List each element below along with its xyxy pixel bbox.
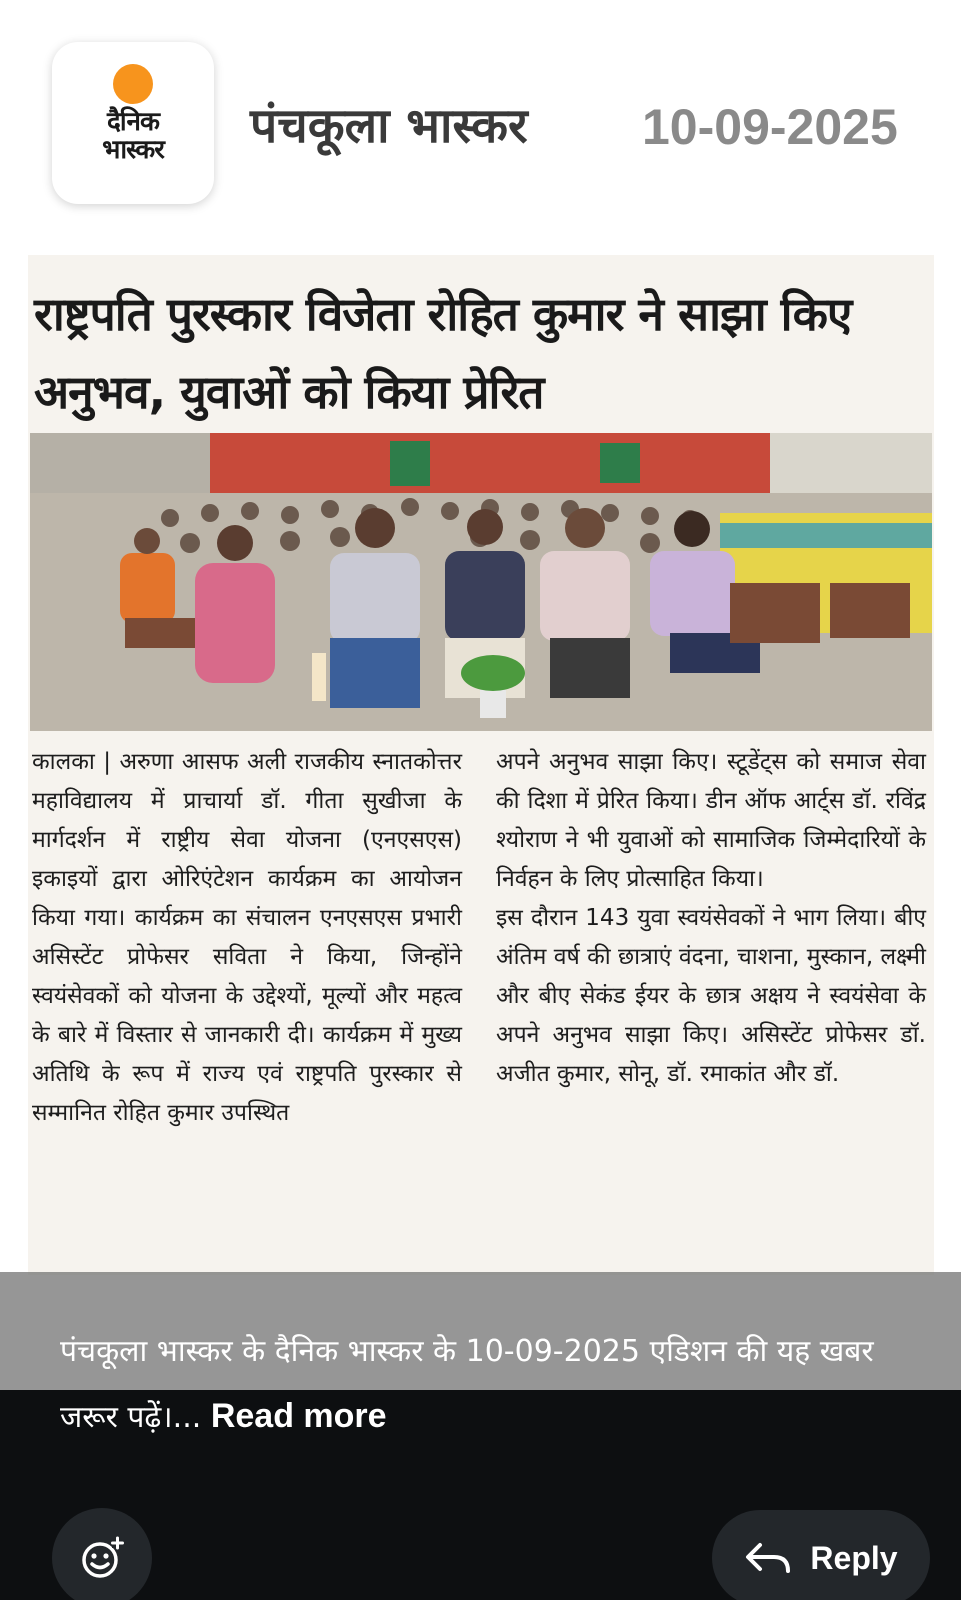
article-body	[32, 743, 932, 1283]
article-column-right	[496, 743, 926, 1094]
reply-button[interactable]	[712, 1510, 930, 1600]
edition-name: पंचकूला भास्कर	[250, 98, 528, 154]
read-more-link[interactable]: Read more	[210, 1397, 387, 1435]
logo-text: दैनिक भास्कर	[102, 107, 164, 165]
story-caption[interactable]	[60, 1320, 920, 1450]
reply-label: Reply	[810, 1539, 898, 1576]
dainik-bhaskar-logo[interactable]	[52, 42, 214, 204]
edition-date: 10-09-2025	[642, 99, 898, 155]
add-reaction-icon	[79, 1535, 125, 1581]
article-headline: राष्ट्रपति पुरस्कार विजेता रोहित कुमार ने साझा किए अनुभव, युवाओं को किया प्रेरित	[34, 287, 852, 419]
story-header	[0, 0, 961, 235]
article-paragraph: अपने अनुभव साझा किए। स्टूडेंट्स को समाज सेवा की दिशा में प्रेरित किया। डीन ऑफ आर्ट्स डॉ. रविंद्र श्योराण ने भी युवाओं को सामाजिक जिम्मेदारियों के निर्वहन के लिए प्रोत्साहित किया।	[496, 749, 926, 892]
add-reaction-button[interactable]	[52, 1508, 152, 1600]
article-paragraph: इस दौरान 143 युवा स्वयंसेवकों ने भाग लिया। बीए अंतिम वर्ष की छात्राएं वंदना, चाशना, मुस्कान, लक्ष्मी और बीए सेकंड ईयर के छात्र अक्षय ने स्वयंसेवा के अपने अनुभव साझा किए। असिस्टेंट प्रोफेसर डॉ. अजीत कुमार, सोनू, डॉ. रमाकांत और डॉ.	[496, 905, 926, 1087]
newspaper-clipping	[28, 255, 934, 1275]
article-column-left	[32, 743, 462, 1133]
caption-text: पंचकूला भास्कर के दैनिक भास्कर के 10-09-2025 एडिशन की यह खबर जरूर पढ़ें।...	[60, 1334, 874, 1435]
event-photo	[30, 433, 932, 731]
reply-arrow-icon	[744, 1541, 792, 1575]
article-paragraph: कालका | अरुणा आसफ अली राजकीय स्नातकोत्तर महाविद्यालय में प्राचार्या डॉ. गीता सुखीजा के मार्गदर्शन में राष्ट्रीय सेवा योजना (एनएसएस) इकाइयों द्वारा ओरिएंटेशन कार्यक्रम का आयोजन किया गया। कार्यक्रम का संचालन एनएसएस प्रभारी असिस्टेंट प्रोफेसर सविता ने किया, जिन्होंने स्वयंसेवकों को योजना के उद्देश्यों, मूल्यों और महत्व के बारे में विस्तार से जानकारी दी। कार्यक्रम में मुख्य अतिथि के रूप में राज्य एवं राष्ट्रपति पुरस्कार से सम्मानित रोहित कुमार उपस्थित	[32, 749, 462, 1126]
logo-sun-icon	[113, 64, 153, 104]
